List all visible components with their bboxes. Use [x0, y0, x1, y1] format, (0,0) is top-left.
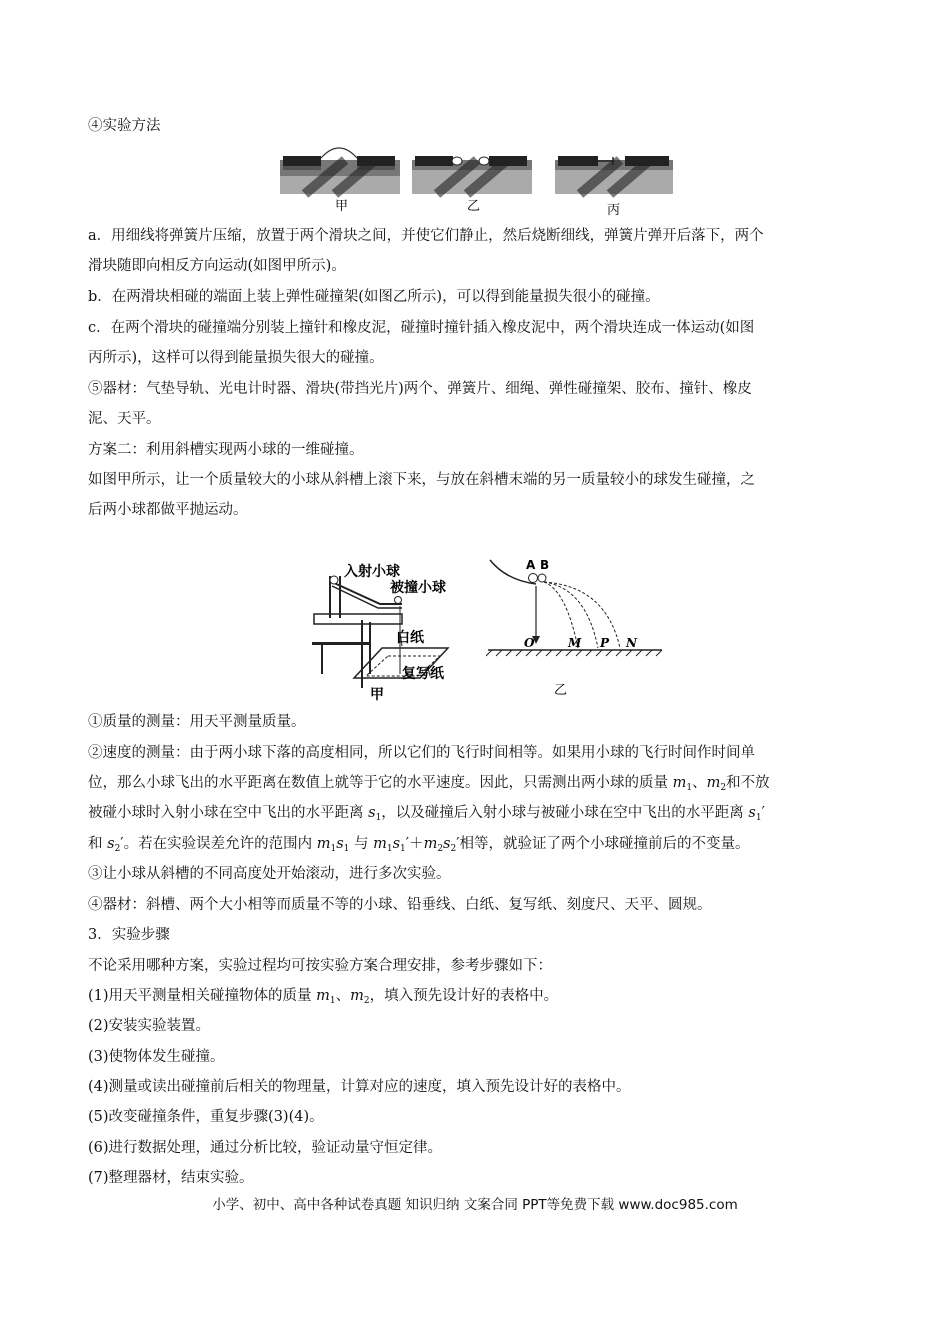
speed-line1: ②速度的测量：由于两小球下落的高度相同，所以它们的飞行时间相等。如果用小球的飞行时间作时间单	[88, 745, 755, 761]
step-3: (3)使物体发生碰撞。	[88, 1049, 225, 1065]
step-1: (1)用天平测量相关碰撞物体的质量 $m_1$、$m_2$，填入预先设计好的表格中。	[88, 988, 559, 1006]
speed-line2-b: 和不放	[726, 775, 770, 791]
trajectory-figure	[486, 556, 666, 706]
label-target-ball: 被撞小球	[390, 580, 446, 596]
plan2-title: 方案二：利用斜槽实现两小球的一维碰撞。	[88, 442, 364, 458]
page-footer: 小学、初中、高中各种试卷真题 知识归纳 文案合同 PPT等免费下载 www.doc985.com	[212, 1197, 738, 1213]
para-c-line1: c．在两个滑块的碰撞端分别装上撞针和橡皮泥，碰撞时撞针插入橡皮泥中，两个滑块连成一体运动(如图	[88, 320, 755, 336]
step-1-a: (1)用天平测量相关碰撞物体的质量	[88, 988, 317, 1004]
air-track-yi	[412, 156, 532, 194]
label-O: O	[524, 636, 535, 650]
label-incident-ball: 入射小球	[344, 564, 400, 580]
speed-line2-a: 位，那么小球飞出的水平距离在数值上就等于它的水平速度。因此，只需测出两小球的质量	[88, 775, 673, 791]
label-A: A	[526, 558, 536, 572]
repeat-experiment: ③让小球从斜槽的不同高度处开始滚动，进行多次实验。	[88, 866, 451, 882]
speed-line4-b: 。若在实验误差允许的范围内	[123, 836, 317, 852]
speed-line3: 被碰小球时入射小球在空中飞出的水平距离 $s_1$，以及碰撞后入射小球与被碰小球在空中飞出的水平距离 $s_1'$	[88, 805, 765, 823]
equip1-line1: ⑤器材：气垫导轨、光电计时器、滑块(带挡光片)两个、弹簧片、细绳、弹性碰撞架、胶布、撞针、橡皮	[88, 381, 752, 397]
para-b: b．在两滑块相碰的端面上装上弹性碰撞架(如图乙所示)，可以得到能量损失很小的碰撞。	[88, 289, 660, 305]
step-2: (2)安装实验装置。	[88, 1018, 211, 1034]
label-white-paper: 白纸	[396, 630, 424, 646]
para-a-line2: 滑块随即向相反方向运动(如图甲所示)。	[88, 258, 346, 274]
equip2: ④器材：斜槽、两个大小相等而质量不等的小球、铅垂线、白纸、复写纸、刻度尺、天平、圆规。	[88, 897, 712, 913]
mass-measure: ①质量的测量：用天平测量质量。	[88, 714, 306, 730]
label-P: P	[600, 636, 610, 650]
speed-line2: 位，那么小球飞出的水平距离在数值上就等于它的水平速度。因此，只需测出两小球的质量 $m_1$、$m_2$和不放	[88, 775, 770, 793]
speed-line4: 和 $s_2'$。若在实验误差允许的范围内 $m_1s_1$ 与 $m_1s_1'+m_2s_2'$相等，就验证了两个小球碰撞前后的不变量。	[88, 836, 750, 854]
fig1-label-jia: 甲	[335, 199, 349, 214]
speed-line4-d: 相等，就验证了两个小球碰撞前后的不变量。	[459, 836, 750, 852]
plan2-desc-line1: 如图甲所示，让一个质量较大的小球从斜槽上滚下来，与放在斜槽末端的另一质量较小的球发生碰撞，之	[88, 472, 755, 488]
para-a-line1: a．用细线将弹簧片压缩，放置于两个滑块之间，并使它们静止，然后烧断细线，弹簧片弹开后落下，两个	[88, 228, 764, 244]
air-track-jia	[280, 148, 400, 194]
step-1-b: ，填入预先设计好的表格中。	[369, 988, 559, 1004]
label-N: N	[626, 636, 637, 650]
equip1-line2: 泥、天平。	[88, 411, 161, 427]
step-4: (4)测量或读出碰撞前后相关的物理量，计算对应的速度，填入预先设计好的表格中。	[88, 1079, 631, 1095]
label-carbon-paper: 复写纸	[402, 666, 444, 682]
label-M: M	[568, 636, 582, 650]
caption-jia: 甲	[370, 687, 384, 703]
air-track-bing	[555, 156, 673, 194]
step-7: (7)整理器材，结束实验。	[88, 1170, 254, 1186]
fig1-label-yi: 乙	[467, 199, 481, 214]
label-B: B	[540, 558, 550, 572]
speed-line4-a: 和	[88, 836, 108, 852]
steps-intro: 不论采用哪种方案，实验过程均可按实验方案合理安排，参考步骤如下：	[88, 958, 552, 974]
caption-yi: 乙	[554, 683, 568, 698]
para-c-line2: 丙所示)，这样可以得到能量损失很大的碰撞。	[88, 350, 384, 366]
speed-line3-a: 被碰小球时入射小球在空中飞出的水平距离	[88, 805, 369, 821]
speed-line4-c: 与	[349, 836, 374, 852]
method-heading: ④实验方法	[88, 118, 161, 134]
speed-line3-b: ，以及碰撞后入射小球与被碰小球在空中飞出的水平距离	[381, 805, 749, 821]
chute-apparatus-figure	[310, 556, 480, 704]
plan2-desc-line2: 后两小球都做平抛运动。	[88, 502, 248, 518]
step-5: (5)改变碰撞条件，重复步骤(3)(4)。	[88, 1109, 324, 1125]
steps-title: 3．实验步骤	[88, 927, 170, 943]
fig1-label-bing: 丙	[607, 203, 621, 218]
step-6: (6)进行数据处理，通过分析比较，验证动量守恒定律。	[88, 1140, 443, 1156]
air-track-figure	[275, 142, 680, 218]
